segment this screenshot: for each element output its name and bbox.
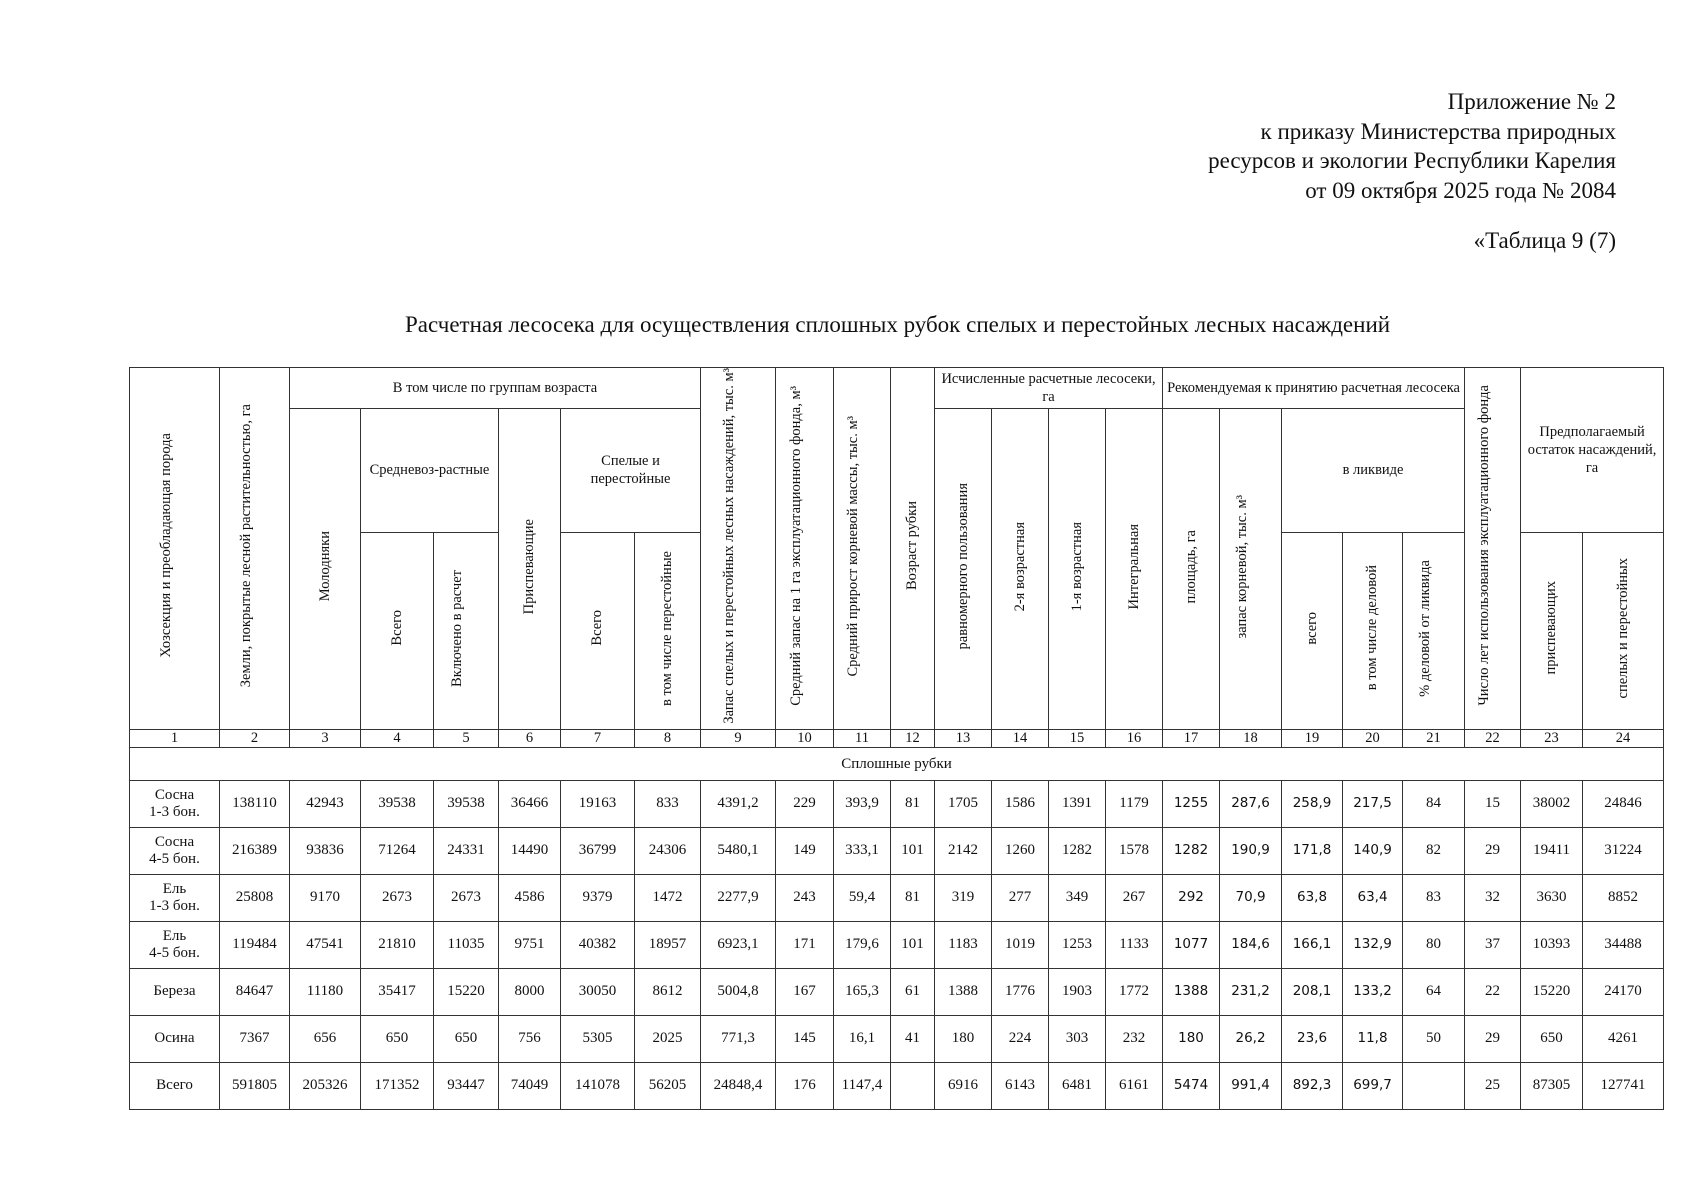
value-cell: 303: [1049, 1015, 1106, 1062]
value-cell: 8000: [499, 968, 561, 1015]
value-cell: 11180: [290, 968, 361, 1015]
value-cell: 699,7: [1343, 1062, 1403, 1109]
value-cell: [891, 1062, 935, 1109]
value-cell: 63,8: [1282, 874, 1343, 921]
value-cell: 176: [776, 1062, 834, 1109]
value-cell: 59,4: [834, 874, 891, 921]
value-cell: 84: [1403, 780, 1465, 827]
value-cell: 1255: [1163, 780, 1220, 827]
header-group-liquid: в ликвиде: [1282, 409, 1465, 533]
value-cell: 138110: [220, 780, 290, 827]
value-cell: 16,1: [834, 1015, 891, 1062]
value-cell: 4391,2: [701, 780, 776, 827]
species-cell: [130, 827, 220, 874]
header-col-17: площадь, га: [1163, 409, 1220, 730]
column-number: 4: [361, 729, 434, 747]
value-cell: 87305: [1521, 1062, 1583, 1109]
value-cell: 35417: [361, 968, 434, 1015]
value-cell: 11,8: [1343, 1015, 1403, 1062]
column-number: 23: [1521, 729, 1583, 747]
value-cell: 287,6: [1220, 780, 1282, 827]
value-cell: 1388: [1163, 968, 1220, 1015]
value-cell: 18957: [635, 921, 701, 968]
header-col-19: всего: [1282, 532, 1343, 729]
value-cell: 7367: [220, 1015, 290, 1062]
value-cell: 8852: [1583, 874, 1664, 921]
value-cell: 591805: [220, 1062, 290, 1109]
value-cell: 5004,8: [701, 968, 776, 1015]
table-row: [130, 874, 1664, 921]
column-number: 8: [635, 729, 701, 747]
value-cell: 277: [992, 874, 1049, 921]
header-col-22: Число лет использования эксплуатационного фонда: [1465, 368, 1521, 730]
value-cell: 292: [1163, 874, 1220, 921]
value-cell: 71264: [361, 827, 434, 874]
value-cell: 171352: [361, 1062, 434, 1109]
header-col-21: % деловой от ликвида: [1403, 532, 1465, 729]
value-cell: 30050: [561, 968, 635, 1015]
value-cell: 2142: [935, 827, 992, 874]
column-number: 15: [1049, 729, 1106, 747]
value-cell: 63,4: [1343, 874, 1403, 921]
value-cell: 1282: [1049, 827, 1106, 874]
value-cell: 9379: [561, 874, 635, 921]
column-number: 7: [561, 729, 635, 747]
header-col-3: Молодняки: [290, 409, 361, 730]
value-cell: 1019: [992, 921, 1049, 968]
value-cell: 37: [1465, 921, 1521, 968]
value-cell: 2277,9: [701, 874, 776, 921]
value-cell: 6161: [1106, 1062, 1163, 1109]
value-cell: 1391: [1049, 780, 1106, 827]
value-cell: 10393: [1521, 921, 1583, 968]
species-name: Всего: [156, 1077, 193, 1094]
value-cell: 1179: [1106, 780, 1163, 827]
value-cell: 1776: [992, 968, 1049, 1015]
column-number: 13: [935, 729, 992, 747]
value-cell: 991,4: [1220, 1062, 1282, 1109]
value-cell: 349: [1049, 874, 1106, 921]
value-cell: 1388: [935, 968, 992, 1015]
species-cell: [130, 780, 220, 827]
table-row: [130, 827, 1664, 874]
value-cell: 19411: [1521, 827, 1583, 874]
species-name: Осина: [154, 1030, 195, 1047]
column-number: 9: [701, 729, 776, 747]
value-cell: 38002: [1521, 780, 1583, 827]
value-cell: 166,1: [1282, 921, 1343, 968]
header-col-10: Средний запас на 1 га эксплуатационного фонда, м³: [776, 368, 834, 730]
value-cell: 11035: [434, 921, 499, 968]
column-number-row: [130, 729, 1664, 747]
value-cell: 1260: [992, 827, 1049, 874]
value-cell: 25: [1465, 1062, 1521, 1109]
value-cell: 1282: [1163, 827, 1220, 874]
value-cell: 56205: [635, 1062, 701, 1109]
value-cell: 232: [1106, 1015, 1163, 1062]
species-class: 4-5 бон.: [149, 944, 200, 961]
value-cell: 180: [935, 1015, 992, 1062]
header-col-8: в том числе перестойные: [635, 532, 701, 729]
header-col-12: Возраст рубки: [891, 368, 935, 730]
value-cell: 650: [434, 1015, 499, 1062]
value-cell: 1772: [1106, 968, 1163, 1015]
value-cell: 133,2: [1343, 968, 1403, 1015]
column-number: 3: [290, 729, 361, 747]
header-col-9: Запас спелых и перестойных лесных насаждений, тыс. м³: [701, 368, 776, 730]
value-cell: 39538: [361, 780, 434, 827]
document-header: [1208, 87, 1616, 205]
header-col-1: Хозсекция и преобладающая порода: [130, 368, 220, 730]
column-number: 24: [1583, 729, 1664, 747]
value-cell: 4261: [1583, 1015, 1664, 1062]
value-cell: 171: [776, 921, 834, 968]
value-cell: 1578: [1106, 827, 1163, 874]
value-cell: 4586: [499, 874, 561, 921]
value-cell: 140,9: [1343, 827, 1403, 874]
header-group-calc: Исчисленные расчетные лесосеки, га: [935, 368, 1163, 409]
header-col-16: Интегральная: [1106, 409, 1163, 730]
value-cell: 141078: [561, 1062, 635, 1109]
header-col-11: Средний прирост корневой массы, тыс. м³: [834, 368, 891, 730]
value-cell: 24306: [635, 827, 701, 874]
value-cell: 2025: [635, 1015, 701, 1062]
value-cell: 149: [776, 827, 834, 874]
value-cell: 179,6: [834, 921, 891, 968]
column-number: 10: [776, 729, 834, 747]
value-cell: 656: [290, 1015, 361, 1062]
value-cell: 167: [776, 968, 834, 1015]
header-col-2: Земли, покрытые лесной растительностью, га: [220, 368, 290, 730]
value-cell: 31224: [1583, 827, 1664, 874]
value-cell: 70,9: [1220, 874, 1282, 921]
value-cell: 15220: [1521, 968, 1583, 1015]
value-cell: 1147,4: [834, 1062, 891, 1109]
value-cell: 47541: [290, 921, 361, 968]
column-number: 17: [1163, 729, 1220, 747]
value-cell: 393,9: [834, 780, 891, 827]
value-cell: 24170: [1583, 968, 1664, 1015]
value-cell: 267: [1106, 874, 1163, 921]
value-cell: 2673: [434, 874, 499, 921]
table-title: Расчетная лесосека для осуществления сплошных рубок спелых и перестойных лесных насаждений: [405, 312, 1391, 337]
value-cell: 3630: [1521, 874, 1583, 921]
value-cell: 15: [1465, 780, 1521, 827]
value-cell: 216389: [220, 827, 290, 874]
value-cell: 81: [891, 780, 935, 827]
column-number: 12: [891, 729, 935, 747]
value-cell: 81: [891, 874, 935, 921]
value-cell: 190,9: [1220, 827, 1282, 874]
column-number: 1: [130, 729, 220, 747]
value-cell: 1133: [1106, 921, 1163, 968]
species-name: Сосна: [154, 786, 195, 803]
value-cell: 127741: [1583, 1062, 1664, 1109]
column-number: 11: [834, 729, 891, 747]
value-cell: 21810: [361, 921, 434, 968]
value-cell: 5305: [561, 1015, 635, 1062]
value-cell: 171,8: [1282, 827, 1343, 874]
value-cell: 650: [1521, 1015, 1583, 1062]
column-number: 2: [220, 729, 290, 747]
value-cell: 9170: [290, 874, 361, 921]
value-cell: 19163: [561, 780, 635, 827]
value-cell: 6916: [935, 1062, 992, 1109]
value-cell: 119484: [220, 921, 290, 968]
species-class: 1-3 бон.: [149, 897, 200, 914]
column-number: 5: [434, 729, 499, 747]
header-line-order: к приказу Министерства природных: [1260, 118, 1616, 144]
header-col-7: Всего: [561, 532, 635, 729]
value-cell: 756: [499, 1015, 561, 1062]
value-cell: 80: [1403, 921, 1465, 968]
value-cell: 224: [992, 1015, 1049, 1062]
species-class: 4-5 бон.: [149, 850, 200, 867]
column-number: 22: [1465, 729, 1521, 747]
section-label: Сплошные рубки: [130, 747, 1664, 780]
species-cell: [130, 1062, 220, 1109]
value-cell: 83: [1403, 874, 1465, 921]
value-cell: 243: [776, 874, 834, 921]
value-cell: 2673: [361, 874, 434, 921]
value-cell: 1705: [935, 780, 992, 827]
header-col-4: Всего: [361, 532, 434, 729]
table-row: [130, 1015, 1664, 1062]
header-line-date: от 09 октября 2025 года № 2084: [1305, 177, 1616, 203]
value-cell: [1403, 1062, 1465, 1109]
value-cell: 101: [891, 921, 935, 968]
value-cell: 84647: [220, 968, 290, 1015]
column-number: 21: [1403, 729, 1465, 747]
species-name: Ель: [162, 927, 187, 944]
species-name: Береза: [153, 983, 196, 1000]
value-cell: 650: [361, 1015, 434, 1062]
species-name: Ель: [162, 880, 187, 897]
value-cell: 41: [891, 1015, 935, 1062]
header-col-14: 2-я возрастная: [992, 409, 1049, 730]
column-number: 16: [1106, 729, 1163, 747]
forest-cutting-table: [129, 367, 1664, 1110]
value-cell: 132,9: [1343, 921, 1403, 968]
value-cell: 258,9: [1282, 780, 1343, 827]
value-cell: 205326: [290, 1062, 361, 1109]
value-cell: 229: [776, 780, 834, 827]
value-cell: 1183: [935, 921, 992, 968]
header-group-ripe: Спелые и перестойные: [561, 409, 701, 533]
value-cell: 74049: [499, 1062, 561, 1109]
value-cell: 333,1: [834, 827, 891, 874]
value-cell: 1077: [1163, 921, 1220, 968]
value-cell: 22: [1465, 968, 1521, 1015]
header-col-20: в том числе деловой: [1343, 532, 1403, 729]
value-cell: 101: [891, 827, 935, 874]
header-col-23: приспевающих: [1521, 532, 1583, 729]
value-cell: 217,5: [1343, 780, 1403, 827]
header-col-13: равномерного пользования: [935, 409, 992, 730]
value-cell: 5474: [1163, 1062, 1220, 1109]
value-cell: 5480,1: [701, 827, 776, 874]
column-number: 18: [1220, 729, 1282, 747]
header-col-15: 1-я возрастная: [1049, 409, 1106, 730]
value-cell: 184,6: [1220, 921, 1282, 968]
value-cell: 14490: [499, 827, 561, 874]
value-cell: 180: [1163, 1015, 1220, 1062]
value-cell: 15220: [434, 968, 499, 1015]
value-cell: 24848,4: [701, 1062, 776, 1109]
value-cell: 42943: [290, 780, 361, 827]
header-group-recommended: Рекомендуемая к принятию расчетная лесосека: [1163, 368, 1465, 409]
value-cell: 6923,1: [701, 921, 776, 968]
value-cell: 64: [1403, 968, 1465, 1015]
value-cell: 25808: [220, 874, 290, 921]
header-group-mid: Средневоз-растные: [361, 409, 499, 533]
value-cell: 1472: [635, 874, 701, 921]
value-cell: 6143: [992, 1062, 1049, 1109]
value-cell: 6481: [1049, 1062, 1106, 1109]
header-col-24: спелых и перестойных: [1583, 532, 1664, 729]
table-row: [130, 1062, 1664, 1109]
column-number: 14: [992, 729, 1049, 747]
value-cell: 1253: [1049, 921, 1106, 968]
table-row: [130, 968, 1664, 1015]
header-col-6: Приспевающие: [499, 409, 561, 730]
value-cell: 29: [1465, 1015, 1521, 1062]
species-cell: [130, 874, 220, 921]
header-line-appendix: Приложение № 2: [1447, 89, 1616, 114]
value-cell: 50: [1403, 1015, 1465, 1062]
value-cell: 29: [1465, 827, 1521, 874]
value-cell: 39538: [434, 780, 499, 827]
value-cell: 1903: [1049, 968, 1106, 1015]
header-group-rest: Предполагаемый остаток насаждений, га: [1521, 368, 1664, 533]
header-group-age: В том числе по группам возраста: [290, 368, 701, 409]
value-cell: 8612: [635, 968, 701, 1015]
value-cell: 771,3: [701, 1015, 776, 1062]
value-cell: 24331: [434, 827, 499, 874]
value-cell: 319: [935, 874, 992, 921]
table-number: «Таблица 9 (7): [1473, 228, 1616, 253]
column-number: 19: [1282, 729, 1343, 747]
species-cell: [130, 968, 220, 1015]
value-cell: 892,3: [1282, 1062, 1343, 1109]
value-cell: 32: [1465, 874, 1521, 921]
species-name: Сосна: [154, 833, 195, 850]
value-cell: 1586: [992, 780, 1049, 827]
value-cell: 23,6: [1282, 1015, 1343, 1062]
table-row: [130, 921, 1664, 968]
species-cell: [130, 1015, 220, 1062]
value-cell: 26,2: [1220, 1015, 1282, 1062]
value-cell: 82: [1403, 827, 1465, 874]
species-cell: [130, 921, 220, 968]
value-cell: 61: [891, 968, 935, 1015]
header-col-5: Включено в расчет: [434, 532, 499, 729]
value-cell: 36466: [499, 780, 561, 827]
species-class: 1-3 бон.: [149, 803, 200, 820]
value-cell: 208,1: [1282, 968, 1343, 1015]
value-cell: 93447: [434, 1062, 499, 1109]
column-number: 6: [499, 729, 561, 747]
value-cell: 833: [635, 780, 701, 827]
value-cell: 24846: [1583, 780, 1664, 827]
value-cell: 93836: [290, 827, 361, 874]
column-number: 20: [1343, 729, 1403, 747]
table-row: [130, 780, 1664, 827]
header-line-ministry: ресурсов и экологии Республики Карелия: [1208, 148, 1616, 173]
value-cell: 165,3: [834, 968, 891, 1015]
value-cell: 36799: [561, 827, 635, 874]
value-cell: 231,2: [1220, 968, 1282, 1015]
value-cell: 34488: [1583, 921, 1664, 968]
value-cell: 145: [776, 1015, 834, 1062]
header-col-18: запас корневой, тыс. м³: [1220, 409, 1282, 730]
value-cell: 9751: [499, 921, 561, 968]
value-cell: 40382: [561, 921, 635, 968]
